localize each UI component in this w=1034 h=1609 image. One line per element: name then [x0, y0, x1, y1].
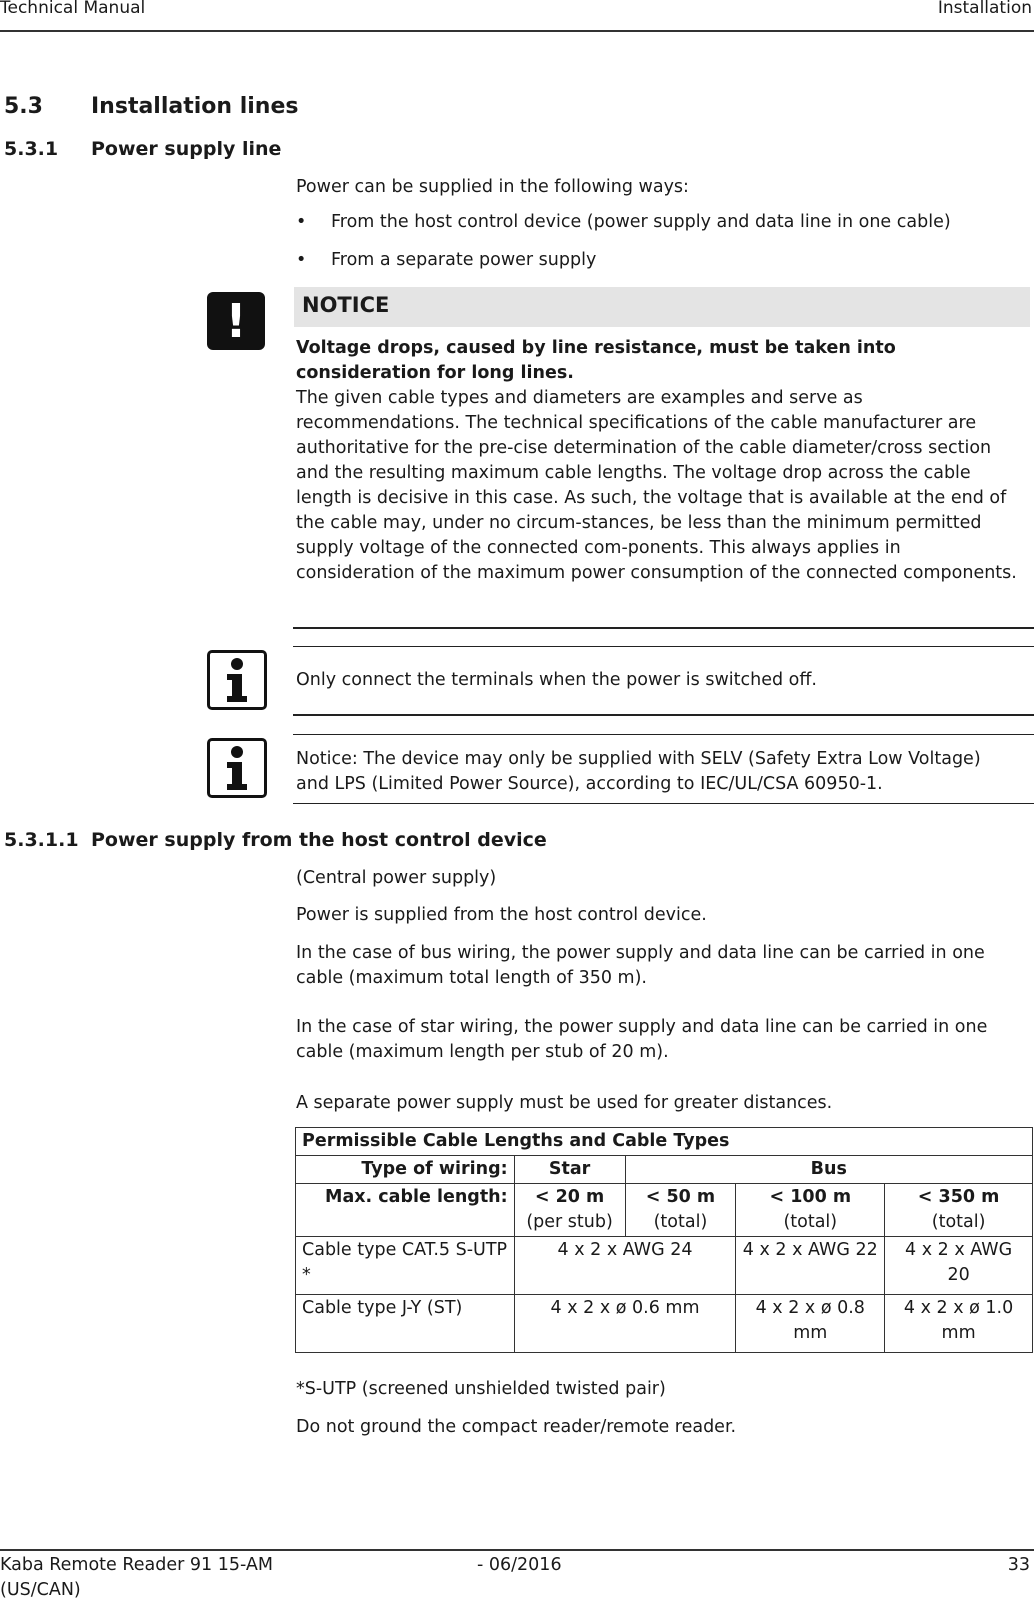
- table-cell: [625, 1184, 736, 1237]
- length-note: (per stub): [526, 1212, 613, 1232]
- subsubsection-number: 5.3.1.1: [4, 829, 79, 851]
- page-number: 33: [1007, 1555, 1030, 1575]
- table-cell: 4 x 2 x AWG 20: [885, 1237, 1033, 1295]
- footer-left: Kaba Remote Reader 91 15-AM (US/CAN): [0, 1555, 273, 1600]
- subsubsection-heading: [0, 829, 700, 857]
- table-cell: 4 x 2 x ø 0.6 mm: [514, 1295, 736, 1353]
- info-rule: [293, 714, 1034, 716]
- bullet-marker: •: [296, 250, 307, 270]
- length-note: (total): [653, 1212, 708, 1232]
- bullet-marker: •: [296, 212, 307, 232]
- paragraph: A separate power supply must be used for greater distances.: [296, 1093, 833, 1113]
- length-note: (total): [783, 1212, 838, 1232]
- footer-rule: [0, 1549, 1034, 1551]
- info-rule: [293, 646, 1034, 647]
- footer-center: - 06/2016: [477, 1555, 562, 1575]
- table-cell: [736, 1184, 885, 1237]
- notice-text: The given cable types and diameters are examples and serve as recommendations. The technical specifications of the cable manufacturer are authoritative for the pre-cise determination of the cable diameter/cross section and the resulting maximum cable lengths. The voltage drop across the cable length is decisive in this case. As such, the voltage that is available at the end of the cable may, under no circum-stances, be less than the minimum permitted supply voltage of the connected com-ponents. This always applies in consideration of the maximum power consumption of the connected components.: [296, 388, 1017, 583]
- table-cell: Cable type J-Y (ST): [296, 1295, 515, 1353]
- info-text: Notice: The device may only be supplied with SELV (Safety Extra Low Voltage) and LPS (Limited Power Source), according to IEC/UL/CSA 60950-1.: [296, 749, 981, 794]
- paragraph: Power is supplied from the host control device.: [296, 905, 707, 925]
- header-right: Installation: [937, 0, 1032, 18]
- length-note: (total): [931, 1212, 986, 1232]
- length-value: < 350 m: [917, 1187, 1000, 1207]
- section-heading: [0, 94, 600, 124]
- table-cell: 4 x 2 x AWG 24: [514, 1237, 736, 1295]
- table-cell: Cable type CAT.5 S-UTP *: [296, 1237, 515, 1295]
- table-title: Permissible Cable Lengths and Cable Types: [296, 1128, 1033, 1156]
- table-cell: 4 x 2 x ø 1.0 mm: [885, 1295, 1033, 1353]
- subsection-heading: [0, 138, 600, 166]
- info-rule: [293, 627, 1034, 629]
- wiring-label: Type of wiring:: [296, 1156, 515, 1184]
- table-row: [296, 1184, 1033, 1237]
- wiring-star: Star: [514, 1156, 625, 1184]
- table-row: [296, 1295, 1033, 1353]
- paragraph: (Central power supply): [296, 868, 497, 888]
- header-rule: [0, 30, 1034, 32]
- notice-heading: Voltage drops, caused by line resistance, must be taken into consideration for long lines.: [296, 338, 896, 383]
- subsubsection-title: Power supply from the host control device: [91, 829, 547, 851]
- info-rule: [293, 734, 1034, 735]
- exclamation-icon: !: [207, 292, 265, 350]
- table-cell: [885, 1184, 1033, 1237]
- info-text: Only connect the terminals when the power is switched off.: [296, 670, 817, 690]
- length-label: Max. cable length:: [296, 1184, 515, 1237]
- section-number: 5.3: [4, 94, 43, 119]
- table-row: [296, 1156, 1033, 1184]
- table-cell: 4 x 2 x AWG 22: [736, 1237, 885, 1295]
- info-rule: [293, 803, 1034, 804]
- header-left: Technical Manual: [0, 0, 146, 18]
- subsection-title: Power supply line: [91, 138, 282, 160]
- length-value: < 100 m: [769, 1187, 852, 1207]
- info-icon: [207, 650, 267, 710]
- paragraph: In the case of bus wiring, the power supply and data line can be carried in one cable (maximum total length of 350 m).: [296, 943, 985, 988]
- length-value: < 20 m: [534, 1187, 605, 1207]
- table-title-row: [296, 1128, 1033, 1156]
- footnote: *S-UTP (screened unshielded twisted pair): [296, 1379, 666, 1399]
- section-title: Installation lines: [91, 94, 299, 119]
- bullet-item: From the host control device (power supply and data line in one cable): [331, 212, 951, 232]
- table-cell: 4 x 2 x ø 0.8 mm: [736, 1295, 885, 1353]
- notice-banner: [294, 287, 1030, 327]
- subsection-number: 5.3.1: [4, 138, 59, 160]
- closing-text: Do not ground the compact reader/remote reader.: [296, 1417, 737, 1437]
- table-row: [296, 1237, 1033, 1295]
- intro-text: Power can be supplied in the following ways:: [296, 177, 689, 197]
- paragraph: In the case of star wiring, the power supply and data line can be carried in one cable (maximum length per stub of 20 m).: [296, 1017, 988, 1062]
- bullet-item: From a separate power supply: [331, 250, 597, 270]
- wiring-bus: Bus: [625, 1156, 1032, 1184]
- cable-table: [295, 1127, 1033, 1353]
- length-value: < 50 m: [645, 1187, 716, 1207]
- info-icon: [207, 738, 267, 798]
- table-cell: [514, 1184, 625, 1237]
- notice-label: NOTICE: [302, 293, 390, 317]
